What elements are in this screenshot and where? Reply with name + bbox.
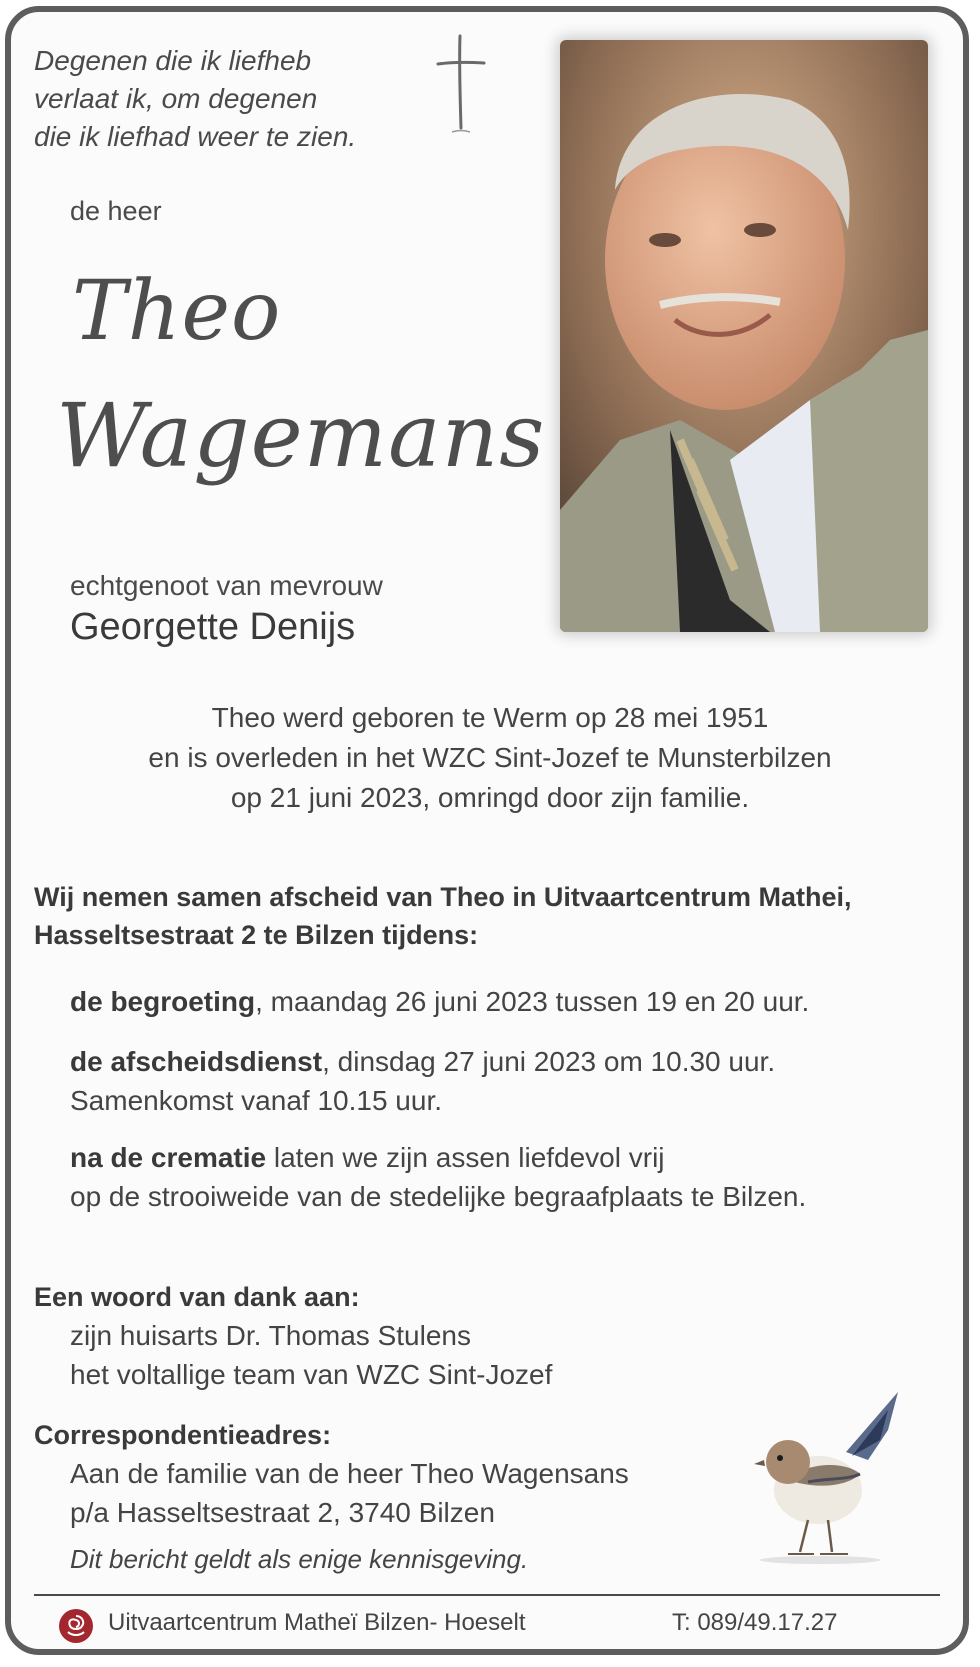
footer-divider <box>34 1594 940 1596</box>
thanks-heading: Een woord van dank aan: <box>34 1282 360 1312</box>
service-text: , dinsdag 27 juni 2023 om 10.30 uur. <box>322 1046 776 1077</box>
footer-phone: T: 089/49.17.27 <box>672 1609 838 1636</box>
quote-line-2: verlaat ik, om degenen <box>34 83 318 114</box>
cross-icon <box>432 34 488 134</box>
correspondence-line-2: p/a Hasseltsestraat 2, 3740 Bilzen <box>70 1497 495 1528</box>
greeting-label: de begroeting <box>70 986 256 1017</box>
quote-line-1: Degenen die ik liefheb <box>34 45 312 76</box>
farewell-heading-line-2: Hasseltsestraat 2 te Bilzen tijdens: <box>34 920 479 950</box>
thanks-line-1: zijn huisarts Dr. Thomas Stulens <box>70 1320 471 1351</box>
farewell-heading <box>34 878 851 954</box>
service-gather: Samenkomst vanaf 10.15 uur. <box>70 1085 442 1116</box>
rose-logo-icon <box>58 1608 94 1644</box>
bio-line-3: op 21 juni 2023, omringd door zijn familie. <box>230 782 750 813</box>
last-name: Wagemans <box>56 384 546 487</box>
spouse-name: Georgette Denijs <box>70 606 356 648</box>
greeting-line <box>70 982 809 1021</box>
cremation-text: laten we zijn assen liefdevol vrij <box>266 1142 665 1173</box>
correspondence-line-1: Aan de familie van de heer Theo Wagensans <box>70 1458 629 1489</box>
title-label: de heer <box>70 196 162 226</box>
cremation-label: na de crematie <box>70 1142 267 1173</box>
bio-line-1: Theo werd geboren te Werm op 28 mei 1951 <box>211 702 769 733</box>
quote-line-3: die ik liefhad weer te zien. <box>34 121 357 152</box>
first-name: Theo <box>72 264 282 359</box>
service-block <box>70 1042 775 1120</box>
portrait-photo <box>560 40 928 632</box>
memorial-quote <box>34 42 356 156</box>
cremation-line-2: op de strooiweide van de stedelijke begraafplaats te Bilzen. <box>70 1181 807 1212</box>
cremation-block <box>70 1138 806 1216</box>
notice-text: Dit bericht geldt als enige kennisgeving. <box>70 1544 529 1574</box>
spouse-label: echtgenoot van mevrouw <box>70 570 383 601</box>
thanks-line-2: het voltallige team van WZC Sint-Jozef <box>70 1359 553 1390</box>
greeting-text: , maandag 26 juni 2023 tussen 19 en 20 uur. <box>255 986 810 1017</box>
bio-block <box>0 698 980 818</box>
correspondence-address <box>70 1454 629 1532</box>
portrait-illustration <box>560 40 928 632</box>
service-label: de afscheidsdienst <box>70 1046 323 1077</box>
bird-icon <box>748 1390 904 1570</box>
farewell-heading-line-1: Wij nemen samen afscheid van Theo in Uitvaartcentrum Mathei, <box>34 882 852 912</box>
thanks-list <box>70 1316 552 1394</box>
footer-company: Uitvaartcentrum Matheï Bilzen- Hoeselt <box>108 1609 526 1636</box>
bio-line-2: en is overleden in het WZC Sint-Jozef te Munsterbilzen <box>148 742 832 773</box>
correspondence-heading: Correspondentieadres: <box>34 1420 332 1450</box>
